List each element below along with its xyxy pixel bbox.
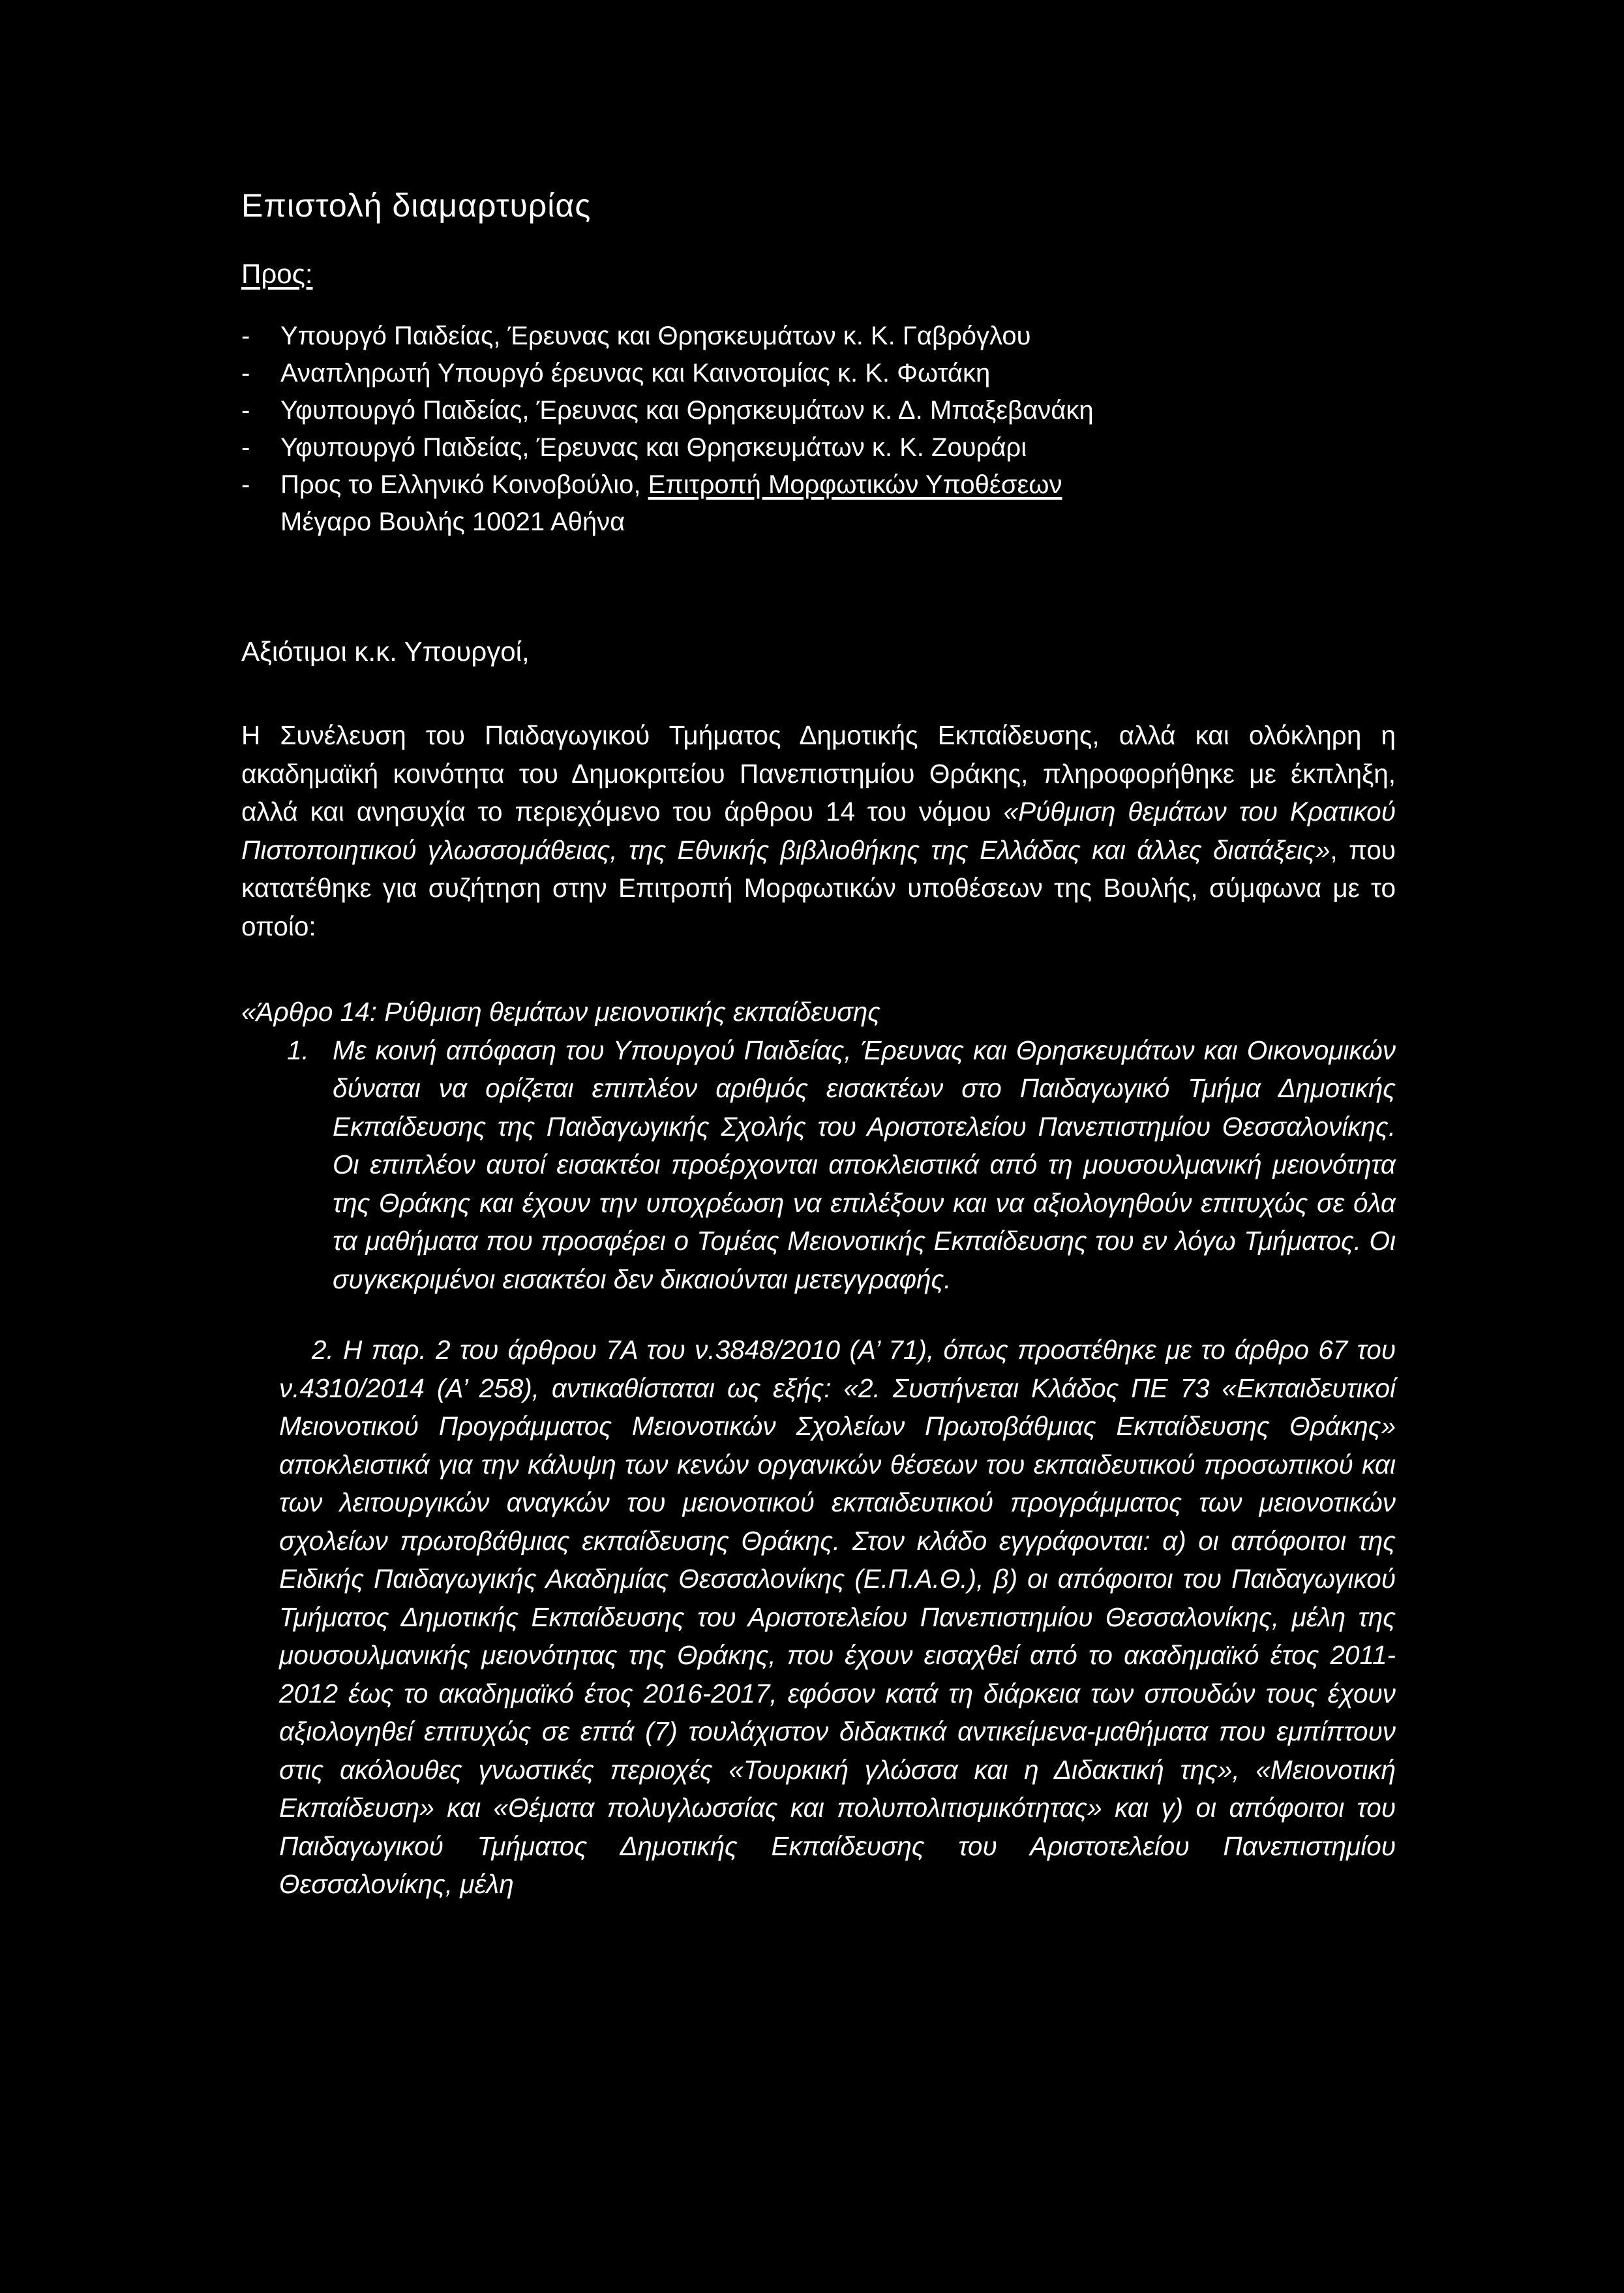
list-dash: - [241, 433, 250, 462]
recipient-item [241, 355, 1481, 392]
law-title: «Ρύθμιση θεμάτων του Κρατικού Πιστοποιητικού γλωσσομάθειας, της Εθνικής βιβλιοθήκης της Ελλάδας και άλλες διατάξεις» [241, 797, 1396, 865]
recipient-text: Υφυπουργό Παιδείας, Έρευνας και Θρησκευμάτων κ. Κ. Ζουράρι [280, 433, 1027, 462]
recipient-text: Υφυπουργό Παιδείας, Έρευνας και Θρησκευμάτων κ. Δ. Μπαξεβανάκη [280, 396, 1094, 425]
article-item [287, 1031, 1396, 1299]
item-body: Η παρ. 2 του άρθρου 7Α του ν.3848/2010 (Α’ 71), όπως προστέθηκε με το άρθρο 67 του ν.4310/2014 (Α’ 258), αντικαθίσταται ως εξής: «2. Συστήνεται Κλάδος ΠΕ 73 «Εκπαιδευτικοί Μειονοτικού Προγράμματος Μειονοτικών Σχολείων Πρωτοβάθμιας Εκπαίδευσης Θράκης» αποκλειστικά για την κάλυψη των κενών οργανικών θέσεων του εκπαιδευτικού προσωπικού και των λειτουργικών αναγκών του μειονοτικού εκπαιδευτικού προγράμματος των μειονοτικών σχολείων πρωτοβάθμιας εκπαίδευσης Θράκης. Στον κλάδο εγγράφονται: α) οι απόφοιτοι της Ειδικής Παιδαγωγικής Ακαδημίας Θεσσαλονίκης (Ε.Π.Α.Θ.), β) οι απόφοιτοι του Παιδαγωγικού Τμήματος Δημοτικής Εκπαίδευσης του Αριστοτελείου Πανεπιστημίου Θεσσαλονίκης, μέλη της μουσουλμανικής μειονότητας της Θράκης, που έχουν εισαχθεί από το ακαδημαϊκό έτος 2011-2012 έως το ακαδημαϊκό έτος 2016-2017, εφόσον κατά τη διάρκεια των σπουδών τους έχουν αξιολογηθεί επιτυχώς σε επτά (7) τουλάχιστον διδακτικά αντικείμενα-μαθήματα που εμπίπτουν στις ακόλουθες γνωστικές περιοχές «Τουρκική γλώσσα και η Διδακτική της», «Μειονοτική Εκπαίδευση» και «Θέματα πολυγλωσσίας και πολυπολιτισμικότητας» και γ) οι απόφοιτοι του Παιδαγωγικού Τμήματος Δημοτικής Εκπαίδευσης του Αριστοτελείου Πανεπιστημίου Θεσσαλονίκης, μέλη [279, 1335, 1396, 1899]
recipient-text [280, 466, 1062, 504]
salutation: Αξιότιμοι κ.κ. Υπουργοί, [241, 636, 530, 667]
item-number: 1. [287, 1035, 309, 1065]
parliament-address: Μέγαρο Βουλής 10021 Αθήνα [280, 508, 625, 536]
parliament-committee: Επιτροπή Μορφωτικών Υποθέσεων [648, 470, 1062, 499]
list-dash: - [241, 322, 250, 350]
item-text [279, 1331, 1396, 1904]
recipients-list [241, 318, 1481, 541]
letter-title: Επιστολή διαμαρτυρίας [241, 187, 592, 224]
item-number: 2. [312, 1335, 334, 1365]
article-title: «Άρθρο 14: Ρύθμιση θεμάτων μειονοτικής εκπαίδευσης [241, 997, 880, 1027]
to-label: Προς: [241, 258, 313, 289]
parliament-prefix: Προς το Ελληνικό Κοινοβούλιο, [280, 470, 648, 499]
recipient-item [241, 429, 1481, 466]
article-section [241, 993, 1396, 1904]
article-item [279, 1331, 1396, 1904]
recipient-item [241, 318, 1481, 355]
recipient-item-parliament [241, 466, 1481, 504]
item-text: Με κοινή απόφαση του Υπουργού Παιδείας, Έρευνας και Θρησκευμάτων και Οικονομικών δύναται να ορίζεται επιπλέον αριθμός εισακτέων στο Παιδαγωγικό Τμήμα Δημοτικής Εκπαίδευσης της Παιδαγωγικής Σχολής του Αριστοτελείου Πανεπιστημίου Θεσσαλονίκης. Οι επιπλέον αυτοί εισακτέοι προέρχονται αποκλειστικά από τη μουσουλμανική μειονότητα της Θράκης και έχουν την υποχρέωση να επιλέξουν και να αξιολογηθούν επιτυχώς σε όλα τα μαθήματα που προσφέρει ο Τομέας Μειονοτικής Εκπαίδευσης του εν λόγω Τμήματος. Οι συγκεκριμένοι εισακτέοι δεν δικαιούνται μετεγγραφής. [333, 1035, 1396, 1294]
paragraph-text: Η Συνέλευση του Παιδαγωγικού Τμήματος Δημοτικής Εκπαίδευσης, αλλά και ολόκληρη η ακαδημαϊκή κοινότητα του Δημοκριτείου Πανεπιστημίου Θράκης, πληροφορήθηκε με έκπληξη, αλλά και ανησυχία το περιεχόμενο του άρθρου 14 του νόμου [241, 720, 1396, 827]
body-paragraph [241, 716, 1396, 945]
list-dash: - [241, 470, 250, 499]
list-dash: - [241, 359, 250, 387]
recipient-text: Υπουργό Παιδείας, Έρευνας και Θρησκευμάτων κ. Κ. Γαβρόγλου [280, 322, 1031, 350]
list-dash: - [241, 396, 250, 425]
paragraph-text: , που κατατέθηκε για συζήτηση στην Επιτροπή Μορφωτικών υποθέσεων της Βουλής, σύμφωνα με το οποίο: [241, 834, 1396, 941]
recipient-text: Αναπληρωτή Υπουργό έρευνας και Καινοτομίας κ. Κ. Φωτάκη [280, 359, 991, 387]
recipient-item [241, 392, 1481, 429]
